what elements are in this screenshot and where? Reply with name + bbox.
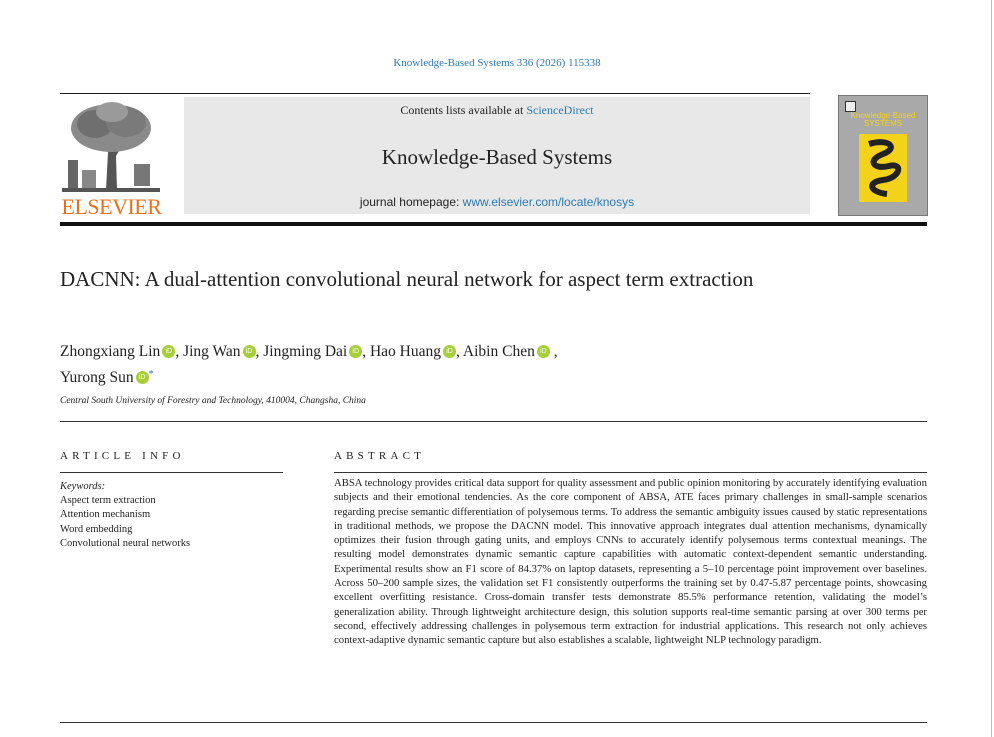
cover-spiral-icon [859, 134, 907, 202]
homepage-link[interactable]: www.elsevier.com/locate/knosys [462, 195, 635, 209]
orcid-icon[interactable]: iD [136, 371, 149, 384]
keyword-item: Aspect term extraction [60, 495, 156, 507]
homepage-line [184, 195, 810, 209]
author-name[interactable]: Jing Wan [183, 343, 241, 360]
orcid-icon[interactable]: iD [349, 345, 362, 358]
author-name[interactable]: Aibin Chen [462, 343, 535, 360]
page-edge-line [991, 0, 992, 737]
journal-name[interactable]: Knowledge-Based Systems [381, 145, 613, 169]
journal-header-box [184, 97, 810, 214]
abstract-text: ABSA technology provides critical data support for quality assessment and public opinion monitoring by accurately identifying evaluation subjects and their emotional tendencies. As the core component of ABSA, ATE faces primary challenges in small-sample scenarios regarding precise semantic differentiation of polysemous terms. To address the semantic ambiguity issues caused by static representations in traditional methods, we propose the DACNN model. This innovative approach integrates dual attention mechanisms, dynamically optimizes their fusion through gating units, and employs CNNs to accurately identify polysemous terms contextual meanings. The resulting model demonstrates dynamic semantic capture capabilities with automatic context-dependent semantic understanding. Experimental results show an F1 score of 84.37% on laptop datasets, representing a 5–10 percentage point improvement over baselines. Across 50–200 sample sizes, the validation set F1 consistently outperforms the training set by 0.47-5.87 percentage points, showcasing excellent overfitting resistance. Cross-domain transfer tests demonstrate 85.5% performance retention, validating the model’s generalization ability. Through lightweight architecture design, this solution supports real-time semantic parsing at over 300 terms per second, effectively addressing challenges in polysemous term extraction for industrial applications. This research not only achieves context-adaptive dynamic semantic capture but also establishes a scalable, lightweight NLP technology paradigm. [334, 477, 927, 647]
contents-line [184, 103, 810, 118]
contents-prefix: Contents lists available at [400, 103, 527, 117]
bottom-divider [60, 722, 927, 723]
orcid-icon[interactable]: iD [243, 345, 256, 358]
keyword-item: Convolutional neural networks [60, 537, 191, 549]
author-name[interactable]: Yurong Sun [60, 369, 134, 386]
author-name[interactable]: Hao Huang [369, 343, 442, 360]
author-list [60, 340, 820, 389]
author[interactable] [370, 343, 456, 360]
author-separator: , [456, 343, 463, 360]
elsevier-tree-icon [62, 100, 160, 192]
corresponding-author-mark[interactable]: * [148, 369, 154, 380]
orcid-icon[interactable]: iD [443, 345, 456, 358]
keywords-block [60, 480, 280, 551]
elsevier-wordmark: ELSEVIER [61, 194, 162, 219]
author-name[interactable]: Zhongxiang Lin [60, 343, 161, 360]
abstract-heading: ABSTRACT [334, 450, 426, 462]
author-separator: , [362, 343, 370, 360]
header-top-rule [60, 93, 810, 94]
author[interactable] [60, 343, 175, 360]
author[interactable] [60, 369, 154, 386]
homepage-prefix: journal homepage: [359, 195, 463, 209]
abstract-rule [334, 472, 927, 473]
article-info-rule [60, 472, 283, 473]
orcid-icon[interactable]: iD [162, 345, 175, 358]
affiliation: Central South University of Forestry and Technology, 410004, Changsha, China [60, 396, 366, 406]
keyword-item: Word embedding [60, 523, 133, 535]
author[interactable] [463, 343, 550, 360]
journal-reference[interactable]: Knowledge-Based Systems 336 (2026) 115338 [393, 57, 601, 69]
author-separator: , [549, 343, 558, 360]
article-title: DACNN: A dual-attention convolutional neural network for aspect term extraction [60, 267, 754, 291]
orcid-icon[interactable]: iD [537, 345, 550, 358]
cover-title: Knowledge-Based SYSTEMS [850, 111, 916, 128]
keywords-label: Keywords: [60, 481, 106, 492]
cover-artwork [859, 134, 907, 202]
journal-cover-thumbnail[interactable] [838, 95, 928, 216]
header-thick-rule [60, 222, 927, 226]
elsevier-logo[interactable] [60, 100, 163, 217]
author-separator: , [175, 343, 184, 360]
author-separator: , [255, 343, 264, 360]
keyword-item: Attention mechanism [60, 509, 151, 521]
author[interactable] [183, 343, 255, 360]
author-name[interactable]: Jingming Dai [263, 343, 348, 360]
author[interactable] [263, 343, 362, 360]
article-info-heading: ARTICLE INFO [60, 450, 185, 462]
sciencedirect-link[interactable]: ScienceDirect [526, 103, 594, 117]
section-divider [60, 421, 927, 422]
